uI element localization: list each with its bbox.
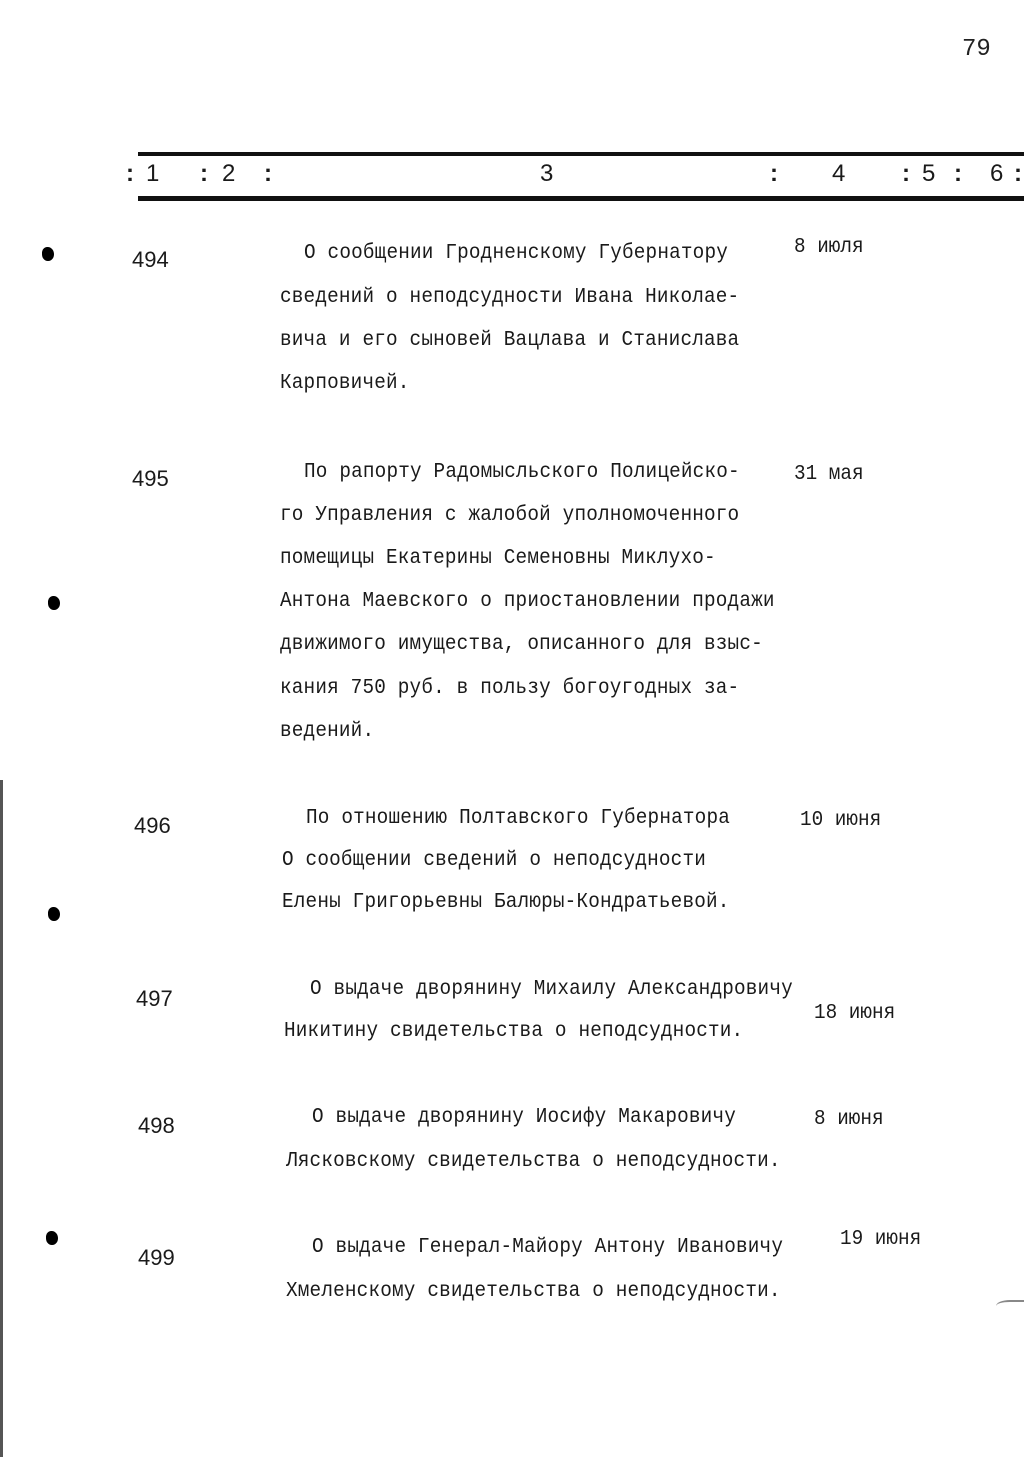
entry-text-line: О выдаче дворянину Михаилу Александровичу: [310, 978, 793, 1001]
entry-date: 8 июня: [814, 1108, 884, 1131]
entry-text-line: движимого имущества, описанного для взыс-: [280, 633, 763, 656]
column-separator: :: [1014, 160, 1022, 187]
entry-date: 31 мая: [794, 463, 864, 486]
entry-text-line: О сообщении Гродненскому Губернатору: [304, 242, 729, 265]
entry-number: 496: [134, 813, 171, 838]
entry-text-line: сведений о неподсудности Ивана Николае-: [280, 286, 740, 309]
entry-text-line: Антона Маевского о приостановлении продажи: [280, 590, 775, 613]
entry-text-line: Хмеленскому свидетельства о неподсудности.: [286, 1280, 781, 1303]
entry-date: 8 июля: [794, 236, 864, 259]
punch-hole-icon: [48, 596, 60, 610]
entry-text-line: помещицы Екатерины Семеновны Миклухо-: [280, 547, 716, 570]
entry-number: 498: [138, 1113, 175, 1138]
punch-hole-icon: [46, 1231, 58, 1245]
entry-number: 497: [136, 986, 173, 1011]
entry-text-line: По отношению Полтавского Губернатора: [306, 807, 731, 830]
page-number: 79: [962, 36, 991, 63]
scan-edge: [0, 780, 3, 1457]
column-header-3: 3: [540, 160, 554, 187]
entry-text-line: Никитину свидетельства о неподсудности.: [284, 1020, 744, 1043]
entry-number: 494: [132, 247, 169, 272]
entry-number: 495: [132, 466, 169, 491]
column-header-4: 4: [832, 160, 846, 187]
column-header-1: 1: [146, 160, 160, 187]
entry-text-line: О выдаче дворянину Иосифу Макаровичу: [312, 1106, 737, 1129]
punch-hole-icon: [48, 907, 60, 921]
entry-text-line: По рапорту Радомысльского Полицейско-: [304, 461, 740, 484]
header-rule-bottom: [138, 196, 1024, 201]
punch-hole-icon: [42, 247, 54, 261]
column-separator: :: [770, 160, 778, 187]
entry-text-line: вича и его сыновей Вацлава и Станислава: [280, 329, 740, 352]
entry-text-line: О сообщении сведений о неподсудности: [282, 849, 707, 872]
column-separator: :: [126, 160, 134, 187]
column-separator: :: [264, 160, 272, 187]
header-rule-top: [138, 152, 1024, 156]
entry-text-line: Карповичей.: [280, 372, 410, 395]
column-separator: :: [200, 160, 208, 187]
scan-artifact-mark: [996, 1300, 1024, 1312]
column-separator: :: [954, 160, 962, 187]
entry-text-line: ведений.: [280, 720, 375, 743]
table-header: [0, 160, 1024, 194]
entry-number: 499: [138, 1245, 175, 1270]
entry-text-line: Елены Григорьевны Балюры-Кондратьевой.: [282, 891, 730, 914]
column-header-2: 2: [222, 160, 236, 187]
entry-date: 18 июня: [814, 1002, 896, 1025]
column-separator: :: [902, 160, 910, 187]
entry-date: 10 июня: [800, 809, 882, 832]
column-header-5: 5: [922, 160, 936, 187]
entry-text-line: Лясковскому свидетельства о неподсудности.: [286, 1150, 781, 1173]
entry-text-line: О выдаче Генерал-Майору Антону Ивановичу: [312, 1236, 784, 1259]
entry-text-line: кания 750 руб. в пользу богоугодных за-: [280, 677, 740, 700]
entry-text-line: го Управления с жалобой уполномоченного: [280, 504, 740, 527]
entry-date: 19 июня: [840, 1228, 922, 1251]
column-header-6: 6: [990, 160, 1004, 187]
